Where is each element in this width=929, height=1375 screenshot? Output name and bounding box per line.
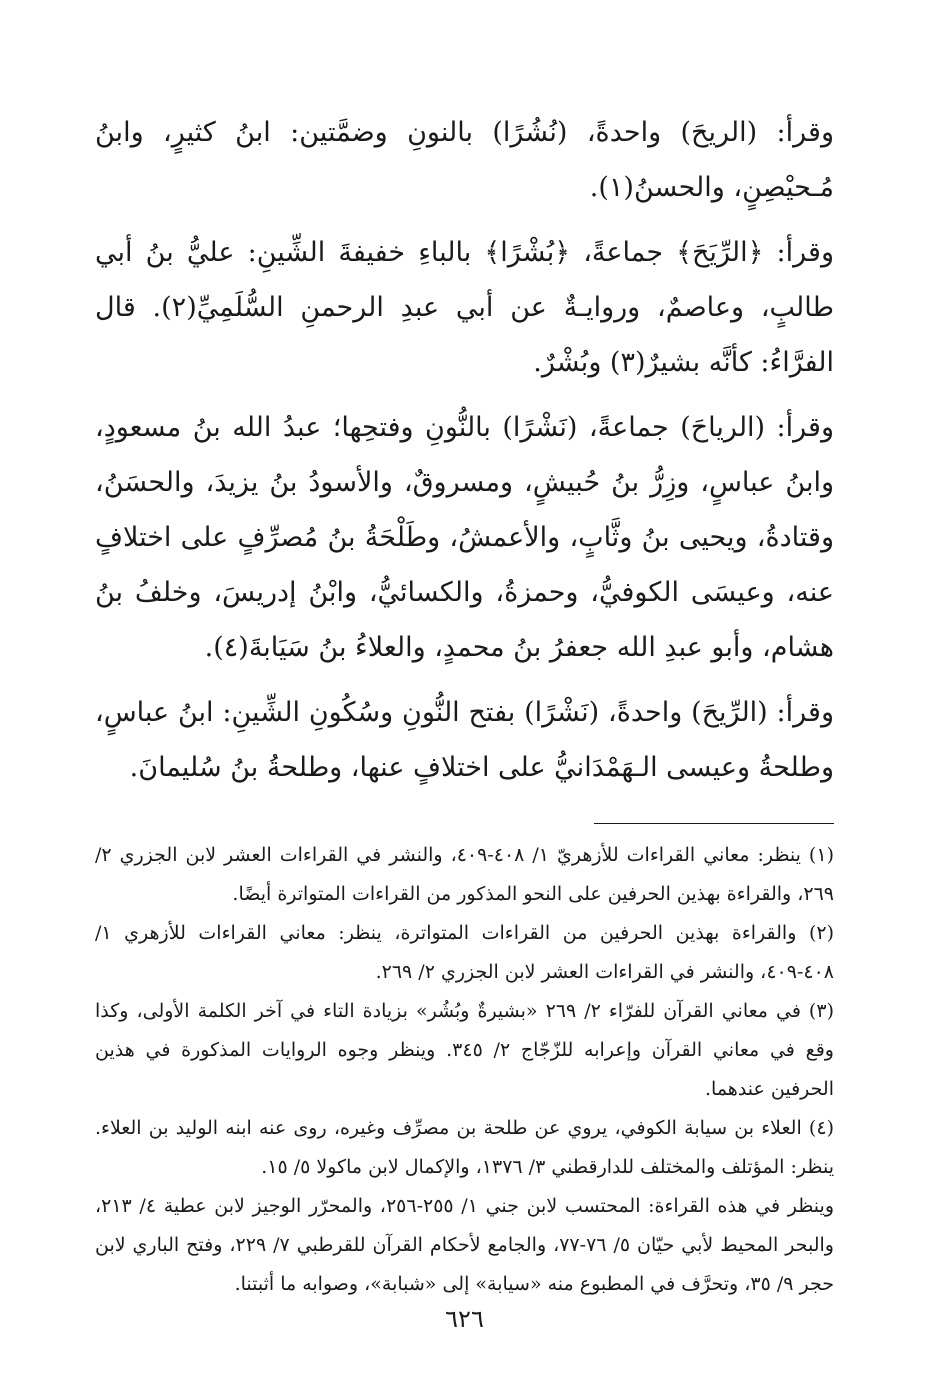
footnote: (٤) العلاء بن سيابة الكوفي، يروي عن طلحة بن مصرِّف وغيره، روى عنه ابنه الوليد بن العلاء. ينظر: المؤتلف والمختلف للدارقطني ٣/ ١٣٧٦، والإكمال لابن ماكولا ٥/ ١٥.	[95, 1117, 834, 1178]
paragraph: وقرأ: (الرياحَ) جماعةً، (نَشْرًا) بالنُّونِ وفتحِها؛ عبدُ الله بنُ مسعودٍ، وابنُ عباسٍ، وزِرُّ بنُ حُبيشٍ، ومسروقٌ، والأسودُ بنُ يزيدَ، والحسَنُ، وقتادةُ، ويحيى بنُ وثَّابٍ، والأعمشُ، وطَلْحَةُ بنُ مُصرِّفٍ على اختلافٍ عنه، وعيسَى الكوفيُّ، وحمزةُ، والكسائيُّ، وابْنُ إدريسَ، وخلفُ بنُ هشام، وأبو عبدِ الله جعفرُ بنُ محمدٍ، والعلاءُ بنُ سَيَابةَ(٤).	[95, 412, 834, 663]
footnote: وينظر في هذه القراءة: المحتسب لابن جني ١/ ٢٥٥-٢٥٦، والمحرّر الوجيز لابن عطية ٤/ ٢١٣، والبحر المحيط لأبي حيّان ٥/ ٧٦-٧٧، والجامع لأحكام القرآن للقرطبي ٧/ ٢٢٩، وفتح الباري لابن حجر ٩/ ٣٥، وتحرَّف في المطبوع منه «سيابة» إلى «شبابة»، وصوابه ما أثبتنا.	[95, 1195, 834, 1295]
footnote: (٣) في معاني القرآن للفرّاء ٢/ ٢٦٩ «بشيرةٌ وبُشُر» بزيادة التاء في آخر الكلمة الأولى، وكذا وقع في معاني القرآن وإعرابه للزّجّاج ٢/ ٣٤٥. وينظر وجوه الروايات المذكورة في هذين الحرفين عندهما.	[95, 1000, 834, 1100]
book-page	[95, 105, 834, 1335]
footnotes	[95, 836, 834, 1304]
paragraph: وقرأ: (الريحَ) واحدةً، (نُشُرًا) بالنونِ وضمَّتين: ابنُ كثيرٍ، وابنُ مُـحيْصِنٍ، والحسنُ(١).	[95, 117, 834, 203]
footnote: (٢) والقراءة بهذين الحرفين من القراءات المتواترة، ينظر: معاني القراءات للأزهري ١/ ٤٠٨-٤٠٩، والنشر في القراءات العشر لابن الجزري ٢/ ٢٦٩.	[95, 922, 834, 983]
main-text	[95, 105, 834, 795]
paragraph: وقرأ: ﴿الرِّيَحَ﴾ جماعةً، ﴿بُشْرًا﴾ بالباءِ خفيفةَ الشِّينِ: عليُّ بنُ أبي طالبٍ، وعاصمٌ، وروايـةٌ عن أبي عبدِ الرحمنِ السُّلَمِيِّ(٢). قال الفرَّاءُ: كأنَّه بشيرٌ(٣) وبُشْرٌ.	[95, 237, 834, 378]
footnote: (١) ينظر: معاني القراءات للأزهريّ ١/ ٤٠٨-٤٠٩، والنشر في القراءات العشر لابن الجزري ٢/ ٢٦٩، والقراءة بهذين الحرفين على النحو المذكور من القراءات المتواترة أيضًا.	[95, 844, 834, 905]
page-number: ٦٢٦	[445, 1305, 484, 1333]
footnote-divider	[594, 823, 834, 824]
paragraph: وقرأ: (الرِّيحَ) واحدةً، (نَشْرًا) بفتح النُّونِ وسُكُونِ الشِّينِ: ابنُ عباسٍ، وطلحةُ وعيسى الـهَمْدَانيُّ على اختلافٍ عنها، وطلحةُ بنُ سُليمانَ.	[95, 697, 834, 783]
